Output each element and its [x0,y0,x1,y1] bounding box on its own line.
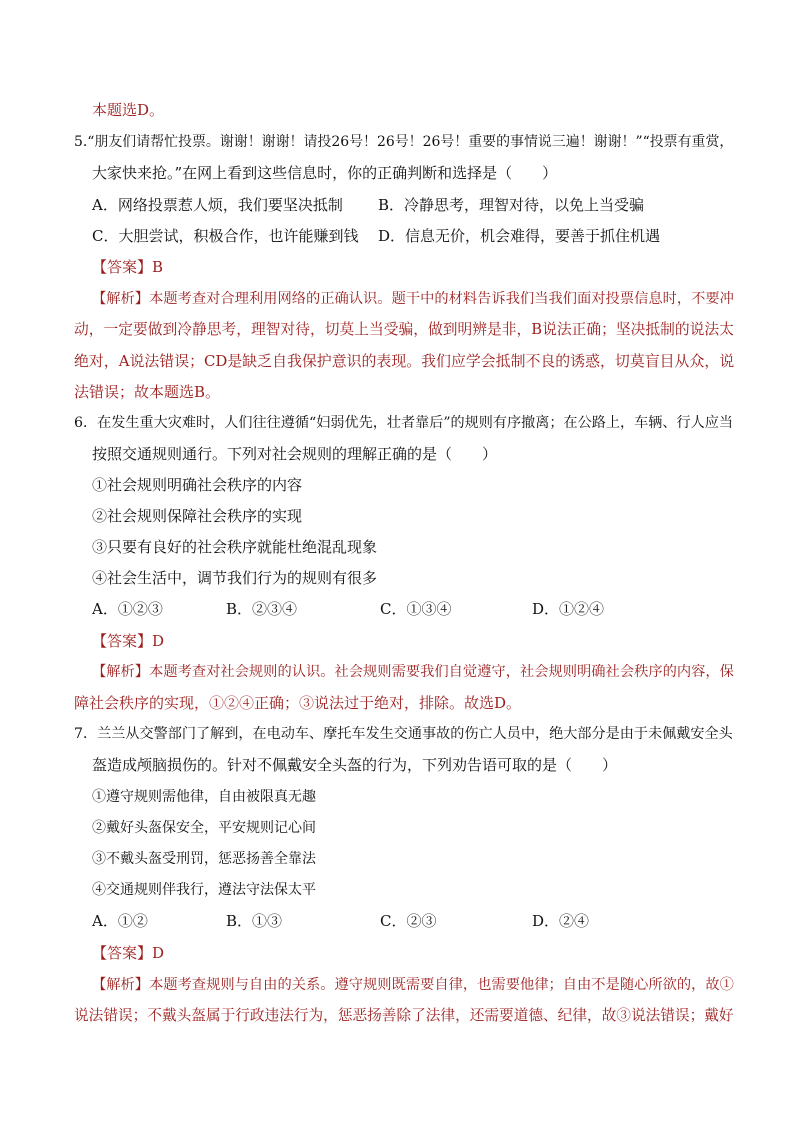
q7-analysis-line2: 说法错误；不戴头盔属于行政违法行为，惩恶扬善除了法律，还需要道德、纪律，故③说法错误；戴好 [74,1007,734,1024]
q5-analysis-line2: 动，一定要做到冷静思考，理智对待，切莫上当受骗，做到明辨是非，B说法正确；坚决抵制的说法太 [74,321,734,338]
answer-label: 【答案】 [92,632,153,650]
q7-answer [92,943,164,963]
q5-analysis-line1 [92,289,734,309]
q6-analysis-line1 [92,662,734,682]
answer-label: 【答案】 [92,258,153,276]
q6-item-2: ②社会规则保障社会秩序的实现 [92,507,303,525]
q5-option-d: D．信息无价，机会难得，要善于抓住机遇 [378,227,661,245]
q6-option-d: D．①②④ [532,600,605,618]
answer-value: D [152,632,165,650]
q5-stem-line2: 大家快来抢。”在网上看到这些信息时，你的正确判断和选择是（ ） [92,164,558,182]
q5-option-b: B．冷静思考，理智对待，以免上当受骗 [378,196,645,214]
q5-option-c: C．大胆尝试，积极合作，也许能赚到钱 [92,227,359,245]
q6-option-c: C．①③④ [380,600,452,618]
q7-option-b: B．①③ [226,912,283,930]
q7-stem-line2: 盔造成颅脑损伤的。针对不佩戴安全头盔的行为，下列劝告语可取的是（ ） [92,756,618,774]
q6-analysis-line2: 障社会秩序的实现，①②④正确；③说法过于绝对，排除。故选D。 [74,694,522,712]
analysis-label: 【解析】 [92,664,150,680]
answer-label: 【答案】 [92,944,153,962]
q6-stem-line1: 6．在发生重大灾难时，人们往往遵循“妇弱优先，壮者靠后”的规则有序撤离；在公路上，车辆、行人应当 [74,415,734,431]
prev-answer-tail: 本题选D。 [92,101,165,119]
analysis-label: 【解析】 [92,977,150,993]
q7-item-4: ④交通规则伴我行，遵法守法保太平 [92,882,316,898]
q7-option-d: D．②④ [532,912,590,930]
q6-option-b: B．②③④ [226,600,298,618]
q6-stem-line2: 按照交通规则通行。下列对社会规则的理解正确的是（ ） [92,445,498,463]
q5-analysis-line3: 绝对，A说法错误；CD是缺乏自我保护意识的表现。我们应学会抵制不良的诱惑，切莫盲目从众，说 [74,352,735,370]
analysis-text: 本题考查对社会规则的认识。社会规则需要我们自觉遵守，社会规则明确社会秩序的内容，保 [149,664,734,680]
analysis-text: 本题考查对合理利用网络的正确认识。题干中的材料告诉我们当我们面对投票信息时，不要冲 [149,291,734,307]
q7-item-1: ①遵守规则需他律，自由被限真无趣 [92,789,316,805]
q7-item-3: ③不戴头盔受刑罚，惩恶扬善全靠法 [92,851,316,867]
q7-option-a: A．①② [92,912,148,930]
q5-stem-line1: 5.“朋友们请帮忙投票。谢谢！谢谢！请投26号！26号！26号！重要的事情说三遍！谢谢！”“投票有重赏， [74,134,734,150]
q6-answer [92,631,164,651]
answer-value: B [152,258,164,276]
q7-item-2: ②戴好头盔保安全，平安规则记心间 [92,820,316,836]
q5-answer [92,257,163,277]
q6-item-1: ①社会规则明确社会秩序的内容 [92,476,303,494]
q7-option-c: C．②③ [380,912,437,930]
analysis-label: 【解析】 [92,291,150,307]
q6-option-a: A．①②③ [92,600,163,618]
q7-analysis-line1 [92,975,734,995]
q7-stem-line1: 7．兰兰从交警部门了解到，在电动车、摩托车发生交通事故的伤亡人员中，绝大部分是由于未佩戴安全头 [74,726,733,742]
q5-option-a: A．网络投票惹人烦，我们要坚决抵制 [92,196,343,214]
q6-item-3: ③只要有良好的社会秩序就能杜绝混乱现象 [92,538,378,556]
answer-value: D [152,944,165,962]
q5-analysis-line4: 法错误；故本题选B。 [74,383,221,401]
analysis-text: 本题考查规则与自由的关系。遵守规则既需要自律，也需要他律；自由不是随心所欲的，故① [149,977,734,993]
q6-item-4: ④社会生活中，调节我们行为的规则有很多 [92,569,378,587]
